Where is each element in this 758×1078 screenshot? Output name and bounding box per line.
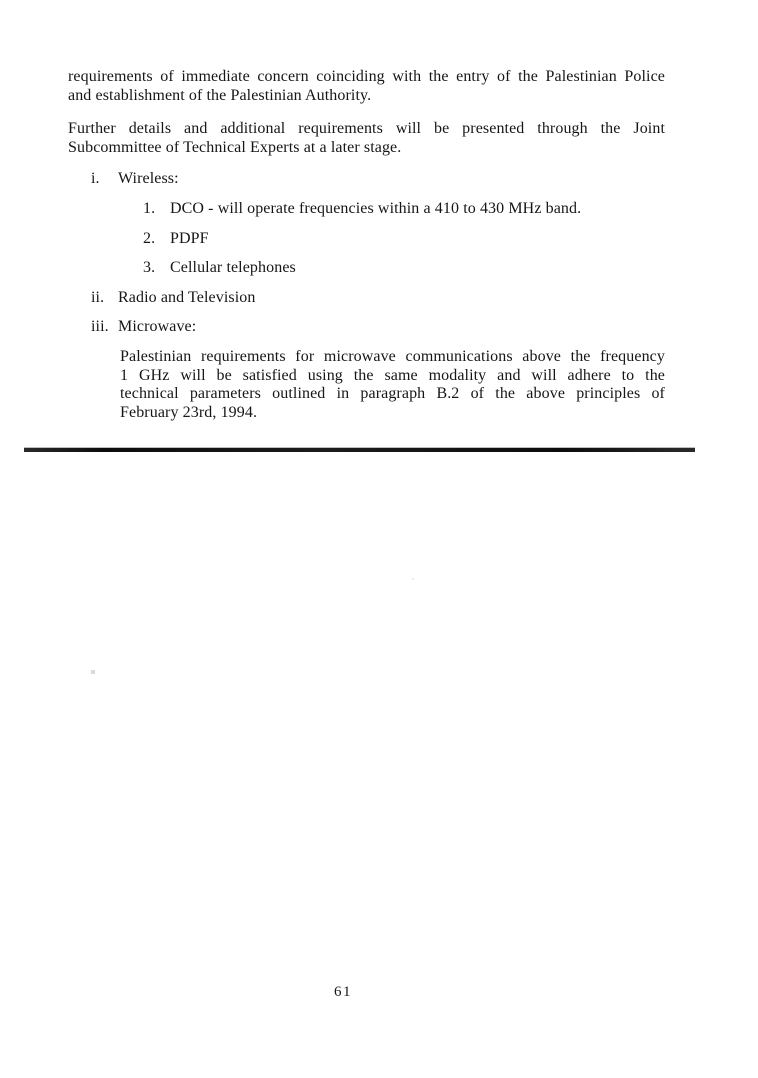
paragraph-line: February 23rd, 1994. [120, 403, 258, 421]
list-marker: 2. [143, 230, 156, 247]
sub-item-pdpf [143, 230, 673, 249]
page-number: 61 [334, 984, 352, 1000]
list-item-label: DCO - will operate frequencies within a 410 to 430 MHz band. [170, 200, 582, 217]
list-item-radio-television [91, 289, 651, 308]
paragraph-line: and establishment of the Palestinian Authority. [68, 86, 372, 104]
list-marker: iii. [91, 318, 109, 335]
list-item-label: Cellular telephones [170, 259, 296, 276]
paragraph-line: technical parameters outlined in paragraph B.2 of the above principles of [120, 385, 665, 402]
horizontal-rule [24, 448, 695, 452]
scan-artifact-dot [91, 670, 95, 674]
list-marker: ii. [91, 289, 105, 306]
scan-artifact-dot [412, 578, 414, 580]
list-marker: 3. [143, 259, 156, 276]
intro-paragraph [68, 68, 665, 105]
list-marker: 1. [143, 200, 156, 217]
list-item-label: Radio and Television [118, 289, 256, 306]
list-item-microwave [91, 318, 651, 337]
list-item-label: Wireless: [118, 170, 179, 187]
list-item-label: PDPF [170, 230, 209, 247]
sub-item-dco [143, 200, 673, 219]
paragraph-line: Subcommittee of Technical Experts at a later stage. [68, 138, 402, 156]
paragraph-line: requirements of immediate concern coinciding with the entry of the Palestinian Police [68, 68, 665, 85]
microwave-paragraph [120, 348, 665, 422]
details-paragraph [68, 120, 665, 157]
list-marker: i. [91, 170, 100, 187]
paragraph-line: 1 GHz will be satisfied using the same modality and will adhere to the [120, 366, 665, 384]
paragraph-line: Palestinian requirements for microwave communications above the frequency [120, 348, 665, 365]
paragraph-line: Further details and additional requirements will be presented through the Joint [68, 120, 665, 137]
list-item-wireless [91, 170, 651, 189]
sub-item-cellular [143, 259, 673, 278]
list-item-label: Microwave: [118, 318, 197, 335]
